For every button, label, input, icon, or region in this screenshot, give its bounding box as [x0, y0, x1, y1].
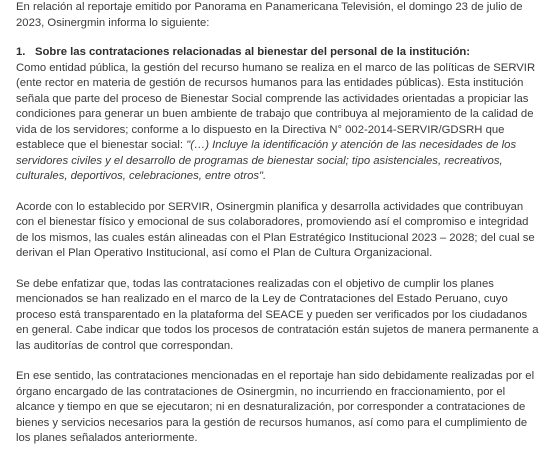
- paragraph-line: en general. Cabe indicar que todos los procesos de contratación están sujetos de manera permanente a: [16, 324, 539, 336]
- section-1-heading: [16, 45, 542, 61]
- paragraph-line: Se debe enfatizar que, todas las contrataciones realizadas con el objetivo de cumplir los planes: [16, 277, 494, 290]
- section-1-number: 1.: [16, 46, 26, 58]
- paragraph-line: con el bienestar físico y emocional de sus colaboradores, promoviendo así el compromiso e integridad: [16, 216, 529, 228]
- plain-text: establece que el bienestar social:: [16, 139, 187, 151]
- intro-line-1: En relación al reportaje emitido por Panorama en Panamericana Televisión, el domingo 23 de julio de: [16, 1, 523, 13]
- paragraph-line: proceso está transparentado en la plataforma del SEACE y pueden ser verificados por los ciudadanos: [16, 308, 528, 321]
- paragraph-line: Acorde con lo establecido por SERVIR, Osinergmin planifica y desarrolla actividades que contribuyan: [16, 200, 524, 213]
- paragraph-line: alcance y tiempo en que se ejecutaron; ni en desnaturalización, por corresponder a contrataciones de: [16, 401, 526, 413]
- paragraph-line: (ente rector en materia de gestión de recursos humanos para las entidades públicas). Esta institución: [16, 77, 524, 89]
- paragraph-line: órgano encargado de las contrataciones de Osinergmin, no incurriendo en fraccionamiento, por el: [16, 385, 506, 398]
- document-body: [16, 0, 542, 447]
- section-1-title: Sobre las contrataciones relacionadas al bienestar del personal de la institución:: [35, 46, 471, 58]
- paragraph-line: derivan el Plan Operativo Institucional, así como el Plan de Cultura Organizacional.: [16, 247, 433, 259]
- intro-paragraph: [16, 0, 542, 31]
- paragraph-line: las auditorías de control que correspondan.: [16, 339, 234, 352]
- paragraph-line: En ese sentido, las contrataciones mencionadas en el reportaje han sido debidamente realizadas por el: [16, 370, 535, 382]
- intro-line-2: 2023, Osinergmin informa lo siguiente:: [16, 16, 210, 29]
- paragraph-line: de los mismos, las cuales están alineadas con el Plan Estratégico Institucional 2023 – 2028; del cual se: [16, 231, 535, 244]
- italic-quote: "(…) Incluye la identificación y atención de las necesidades de los: [186, 139, 517, 151]
- paragraph-line: mencionados se han realizado en el marco de la Ley de Contrataciones del Estado Peruano, cuyo: [16, 293, 508, 305]
- paragraph-line: señala que parte del proceso de Bienestar Social comprende las actividades orientadas a propiciar las: [16, 92, 529, 105]
- paragraph-2: [16, 200, 542, 262]
- italic-quote-line: servidores civiles y el desarrollo de programas de bienestar social; tipo asistenciales, recreativos,: [16, 154, 503, 167]
- paragraph-line: bienes y servicios necesarios para la gestión de recursos humanos, así como para el cumplimiento de: [16, 416, 528, 429]
- paragraph-line: condiciones para generar un buen ambiente de trabajo que contribuya al mejoramiento de la calidad de: [16, 108, 534, 120]
- paragraph-line: Como entidad pública, la gestión del recurso humano se realiza en el marco de las políticas de SERVIR: [16, 61, 536, 74]
- paragraph-line: los planes señalados anteriormente.: [16, 432, 198, 444]
- italic-quote-line: culturales, deportivos, celebraciones, entre otros".: [16, 170, 267, 182]
- paragraph-line: [16, 138, 542, 154]
- section-1-paragraph: [16, 61, 542, 185]
- paragraph-3: [16, 277, 542, 355]
- paragraph-line: vida de los servidores; conforme a lo dispuesto en la Directiva N° 002-2014-SERVIR/GDSRH que: [16, 123, 505, 136]
- paragraph-4: [16, 369, 542, 447]
